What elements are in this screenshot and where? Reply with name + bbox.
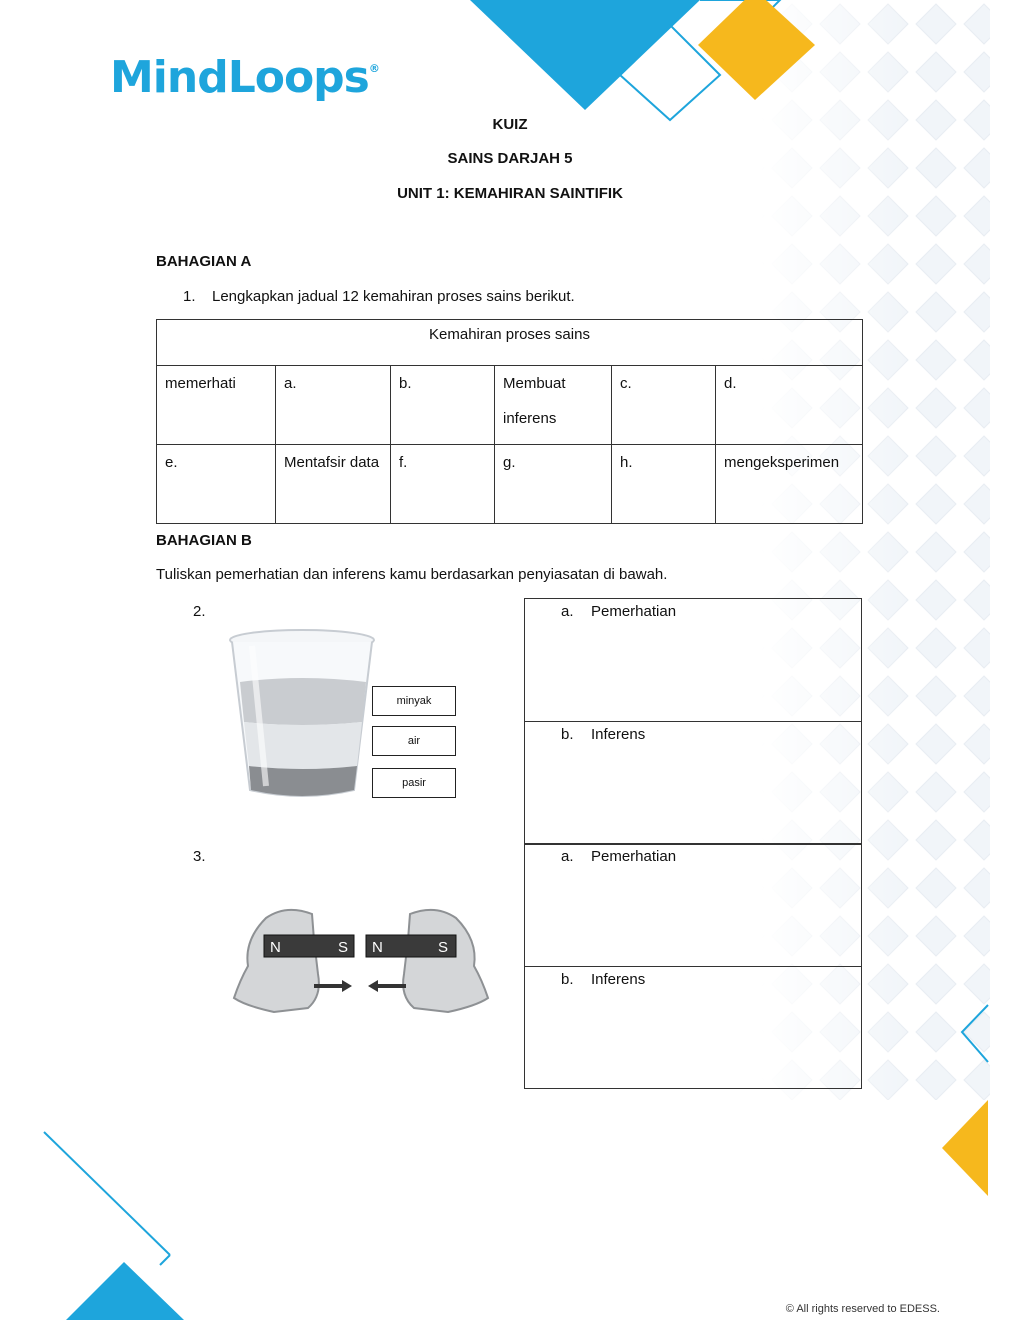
- magnet-1-north: N: [270, 939, 281, 956]
- table-cell[interactable]: a.: [276, 366, 391, 445]
- section-b-heading: BAHAGIAN B: [156, 532, 252, 549]
- question-3-number: 3.: [193, 848, 206, 865]
- table-cell[interactable]: b.: [391, 366, 495, 445]
- logo-text: MindLoops: [110, 52, 369, 103]
- table-cell[interactable]: f.: [391, 445, 495, 524]
- table-cell[interactable]: g.: [495, 445, 612, 524]
- brand-logo: [110, 52, 379, 103]
- question-2-number: 2.: [193, 603, 206, 620]
- registered-mark: ®: [368, 62, 379, 75]
- q2-observation-label: a.: [561, 603, 574, 620]
- question-1-number: 1.: [183, 288, 196, 305]
- table-cell: memerhati: [157, 366, 276, 445]
- unit-title: UNIT 1: KEMAHIRAN SAINTIFIK: [397, 185, 623, 202]
- magnets-image: [226, 900, 496, 1018]
- label-sand: pasir: [372, 768, 456, 798]
- q2-observation-box[interactable]: [524, 598, 862, 722]
- table-row: [157, 445, 863, 524]
- table-cell[interactable]: d.: [716, 366, 863, 445]
- section-b-instruction: Tuliskan pemerhatian dan inferens kamu berdasarkan penyiasatan di bawah.: [156, 566, 668, 583]
- beaker-image: [226, 626, 386, 801]
- skills-table: [156, 319, 863, 524]
- table-cell: mengeksperimen: [716, 445, 863, 524]
- quiz-title: KUIZ: [492, 116, 528, 133]
- copyright-footer: © All rights reserved to EDESS.: [785, 1303, 940, 1315]
- blue-triangle-shape: [470, 0, 700, 110]
- question-1-text: Lengkapkan jadual 12 kemahiran proses sains berikut.: [212, 288, 575, 305]
- label-water: air: [372, 726, 456, 756]
- q3-inference-title: Inferens: [591, 971, 646, 988]
- table-cell[interactable]: h.: [612, 445, 716, 524]
- section-a-heading: BAHAGIAN A: [156, 253, 252, 270]
- q3-observation-box[interactable]: [524, 843, 862, 967]
- magnet-1-south: S: [338, 939, 349, 956]
- q2-inference-box[interactable]: [524, 721, 862, 845]
- q3-inference-box[interactable]: [524, 966, 862, 1089]
- table-row: [157, 366, 863, 445]
- magnet-2-north: N: [372, 939, 383, 956]
- q3-inference-label: b.: [561, 971, 574, 988]
- q3-observation-label: a.: [561, 848, 574, 865]
- table-cell: Membuat inferens: [495, 366, 612, 445]
- label-oil: minyak: [372, 686, 456, 716]
- table-cell[interactable]: c.: [612, 366, 716, 445]
- table-cell: Mentafsir data: [276, 445, 391, 524]
- magnet-2-south: S: [438, 939, 449, 956]
- table-cell[interactable]: e.: [157, 445, 276, 524]
- q3-observation-title: Pemerhatian: [591, 848, 677, 865]
- q2-observation-title: Pemerhatian: [591, 603, 677, 620]
- subject-title: SAINS DARJAH 5: [447, 150, 573, 167]
- q2-inference-title: Inferens: [591, 726, 646, 743]
- q2-inference-label: b.: [561, 726, 574, 743]
- skills-table-header: Kemahiran proses sains: [157, 320, 863, 366]
- arrow-left-icon: [368, 980, 406, 992]
